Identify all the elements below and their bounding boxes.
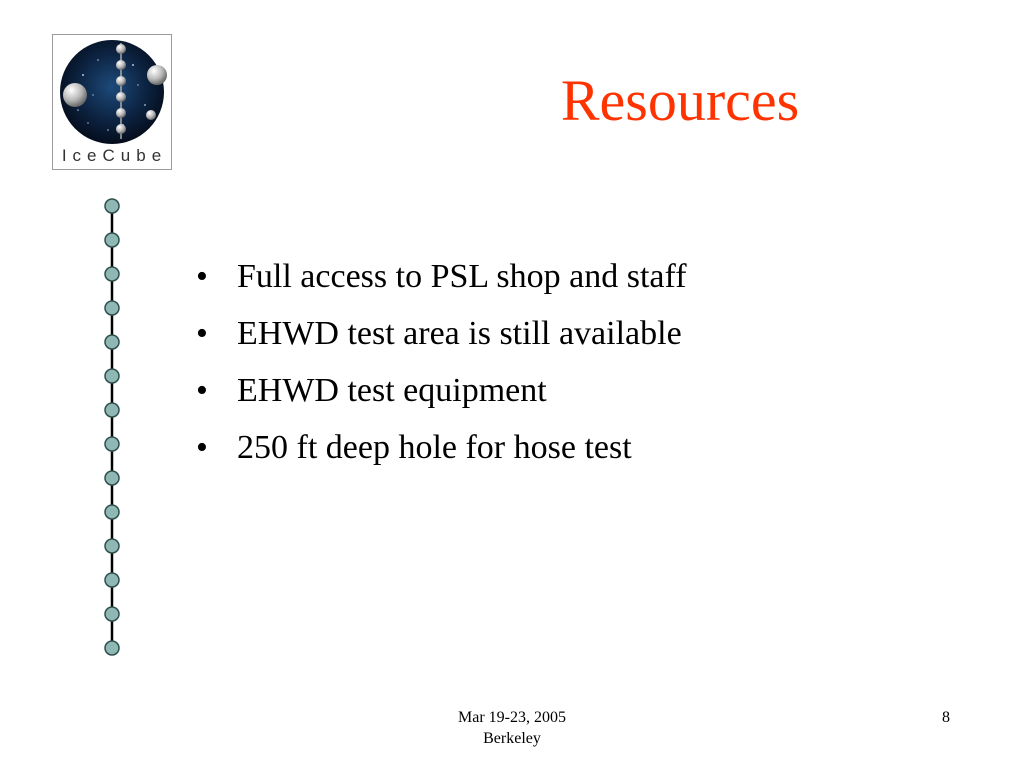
bullet-item [196, 362, 687, 419]
logo-wordmark: IceCube [61, 146, 168, 165]
optical-module-icon [105, 437, 119, 451]
footer-info [412, 707, 612, 749]
bullet-marker: • [196, 258, 208, 295]
footer-date: Mar 19-23, 2005 [458, 709, 566, 726]
bullet-text: EHWD test area is still available [237, 315, 682, 352]
optical-module-icon [105, 573, 119, 587]
optical-module-icon [105, 199, 119, 213]
optical-module-icon [105, 301, 119, 315]
bullet-text: Full access to PSL shop and staff [237, 258, 687, 295]
optical-module-icon [105, 641, 119, 655]
optical-module-icon [105, 607, 119, 621]
footer-location: Berkeley [483, 730, 541, 747]
optical-module-icon [105, 233, 119, 247]
bullet-text: EHWD test equipment [237, 372, 547, 409]
optical-module-icon [105, 369, 119, 383]
bullet-marker: • [196, 315, 208, 352]
bullet-text: 250 ft deep hole for hose test [237, 429, 632, 466]
detector-string-icon [98, 195, 126, 660]
icecube-logo [52, 34, 172, 170]
slide-title: Resources [560, 68, 800, 133]
bullet-marker: • [196, 372, 208, 409]
optical-module-icon [105, 471, 119, 485]
bullet-item [196, 419, 687, 476]
bullet-item [196, 305, 687, 362]
optical-module-icon [105, 505, 119, 519]
optical-module-icon [105, 403, 119, 417]
icecube-logo-icon [53, 35, 171, 145]
optical-module-icon [105, 539, 119, 553]
optical-module-icon [105, 335, 119, 349]
optical-module-icon [105, 267, 119, 281]
page-number: 8 [942, 709, 950, 726]
bullet-item [196, 248, 687, 305]
bullet-list [196, 248, 687, 476]
bullet-marker: • [196, 429, 208, 466]
